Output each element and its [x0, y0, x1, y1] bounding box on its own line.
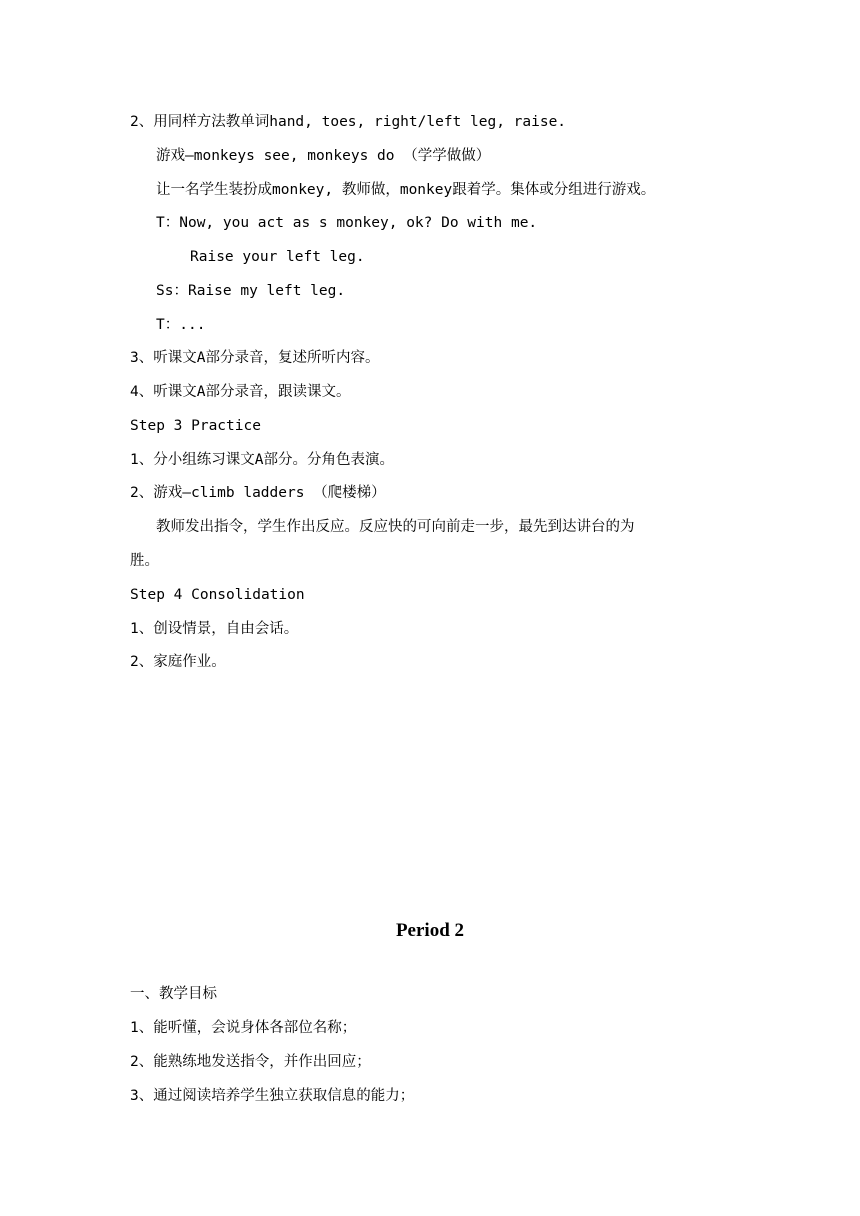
text-line: 胜。: [130, 553, 159, 569]
text-line: T：...: [156, 317, 206, 333]
text-line: 2、能熟练地发送指令，并作出回应；: [130, 1054, 371, 1070]
text-line: 让一名学生装扮成monkey, 教师做，monkey跟着学。集体或分组进行游戏。: [156, 182, 656, 198]
text-line: Ss：Raise my left leg.: [156, 283, 346, 299]
text-line: 3、听课文A部分录音，复述所听内容。: [130, 350, 380, 366]
text-line: 2、家庭作业。: [130, 654, 226, 670]
text-line: 1、创设情景，自由会话。: [130, 621, 299, 637]
text-line: 1、分小组练习课文A部分。分角色表演。: [130, 452, 394, 468]
text-line: 2、用同样方法教单词hand, toes, right/left leg, raise.: [130, 114, 567, 130]
section-heading: Step 3 Practice: [130, 418, 261, 434]
period-title: Period 2: [395, 920, 465, 941]
text-line: T：Now, you act as s monkey, ok? Do with me.: [156, 215, 538, 231]
text-line: 2、游戏—climb ladders （爬楼梯）: [130, 485, 386, 501]
text-line: 1、能听懂，会说身体各部位名称；: [130, 1020, 357, 1036]
text-line: 3、通过阅读培养学生独立获取信息的能力；: [130, 1088, 415, 1104]
text-line: 游戏—monkeys see, monkeys do （学学做做）: [156, 148, 491, 164]
section-heading: Step 4 Consolidation: [130, 587, 305, 603]
text-line: 教师发出指令，学生作出反应。反应快的可向前走一步，最先到达讲台的为: [156, 519, 635, 535]
text-line: 4、听课文A部分录音，跟读课文。: [130, 384, 351, 400]
text-line: Raise your left leg.: [190, 249, 365, 265]
text-line: 一、教学目标: [130, 986, 217, 1002]
